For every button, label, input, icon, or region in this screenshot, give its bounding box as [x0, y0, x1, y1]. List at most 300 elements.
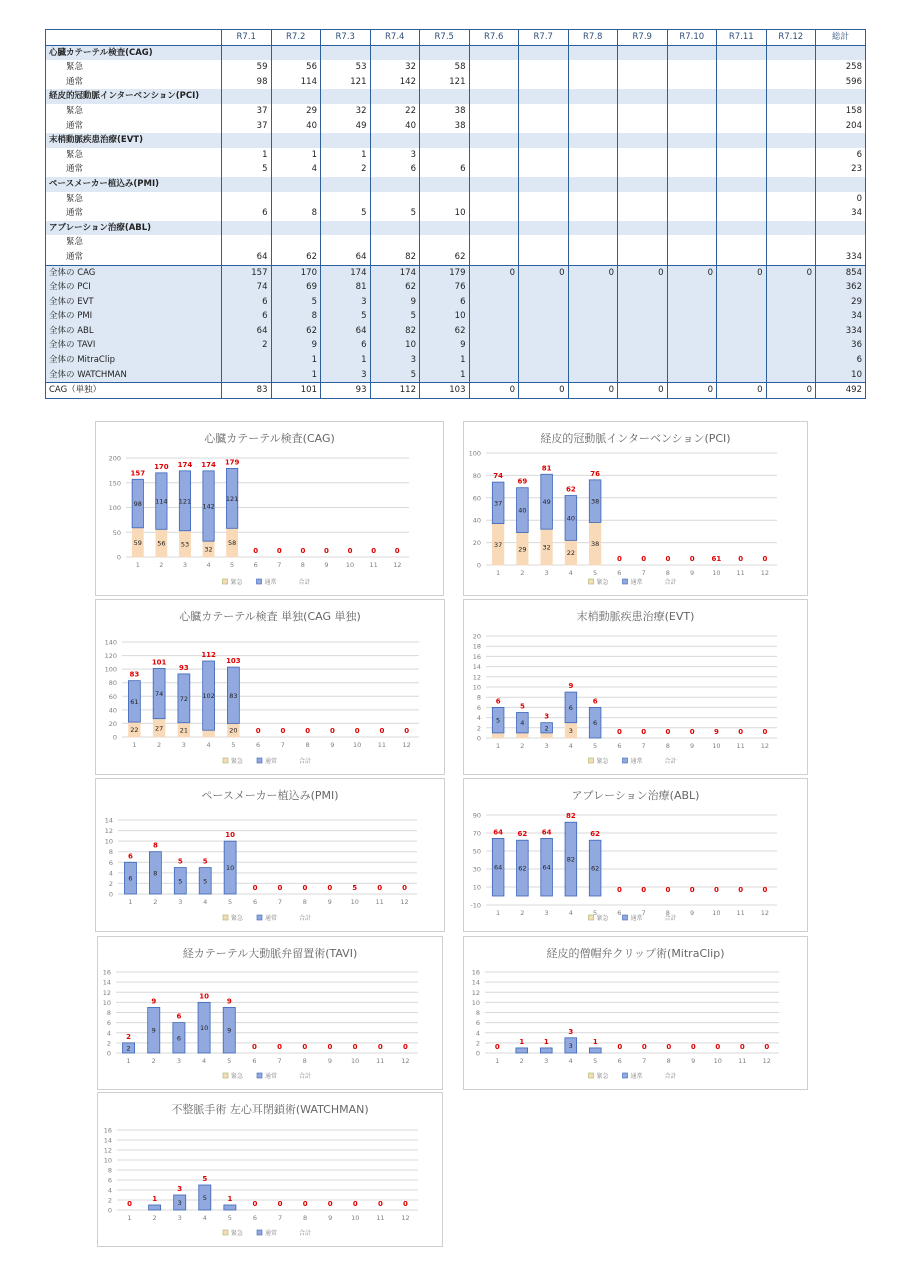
table-cell: 69	[271, 280, 321, 295]
month-header: R7.4	[370, 30, 420, 46]
data-label-total: 0	[404, 727, 410, 735]
legend-label: 合計	[664, 1073, 677, 1080]
table-cell	[766, 250, 816, 265]
data-label-total: 6	[176, 1012, 182, 1021]
total-cell	[816, 177, 866, 192]
table-cell	[469, 60, 519, 75]
y-tick-label: 16	[103, 1126, 112, 1135]
x-tick-label: 4	[568, 1057, 573, 1065]
chart-panel-cag-only	[95, 599, 445, 775]
data-label-emergency: 22	[566, 549, 576, 558]
table-cell	[618, 295, 668, 310]
table-cell: 6	[420, 162, 470, 177]
y-tick-label: 100	[108, 504, 121, 512]
data-label-emergency: 37	[493, 540, 503, 549]
table-cell	[271, 45, 321, 60]
y-tick-label: 10	[102, 998, 111, 1007]
chart-panel-pci	[463, 421, 808, 596]
table-cell: 5	[321, 206, 371, 221]
chart-title: 経皮的冠動脈インターベンション(PCI)	[540, 432, 731, 445]
data-label-total: 0	[354, 727, 360, 735]
table-cell	[618, 250, 668, 265]
legend-label: 合計	[299, 1230, 312, 1237]
row-label: 全体の ABL	[46, 324, 222, 339]
table-cell	[618, 280, 668, 295]
table-cell	[519, 89, 569, 104]
table-cell: 83	[222, 383, 272, 399]
table-cell: 8	[271, 309, 321, 324]
chart-cag	[96, 422, 445, 597]
table-header-row	[46, 30, 866, 46]
x-tick-label: 9	[690, 909, 695, 917]
y-tick-label: 8	[107, 1166, 112, 1175]
table-cell	[321, 133, 371, 148]
table-cell	[568, 104, 618, 119]
table-cell: 1	[271, 353, 321, 368]
table-cell: 38	[420, 119, 470, 134]
x-tick-label: 2	[157, 741, 162, 749]
y-tick-label: 12	[472, 673, 481, 682]
legend-swatch	[589, 758, 594, 763]
x-tick-label: 12	[402, 741, 411, 749]
x-tick-label: 1	[127, 1214, 132, 1222]
data-label-total: 0	[277, 1043, 283, 1051]
table-cell	[519, 133, 569, 148]
month-header: R7.9	[618, 30, 668, 46]
stats-table	[45, 29, 866, 399]
x-tick-label: 2	[520, 569, 525, 577]
legend-label: 通常	[630, 579, 643, 586]
table-cell	[568, 338, 618, 353]
table-cell	[469, 295, 519, 310]
data-label-total: 0	[277, 884, 283, 892]
x-tick-label: 10	[712, 909, 721, 917]
chart-panel-abl	[463, 778, 808, 932]
y-tick-label: 4	[106, 1029, 111, 1038]
x-tick-label: 6	[252, 1057, 257, 1065]
table-cell: 59	[222, 60, 272, 75]
total-cell	[816, 133, 866, 148]
table-cell: 64	[321, 250, 371, 265]
table-row	[46, 104, 866, 119]
legend-label: 緊急	[596, 1073, 609, 1080]
table-cell	[618, 148, 668, 163]
table-cell: 5	[370, 309, 420, 324]
x-tick-label: 11	[375, 898, 384, 906]
table-cell: 0	[667, 383, 717, 399]
chart-title: 経カテーテル大動脈弁留置術(TAVI)	[182, 947, 358, 960]
table-cell	[717, 280, 767, 295]
table-cell	[667, 148, 717, 163]
table-cell: 3	[370, 148, 420, 163]
data-label-normal: 82	[566, 855, 576, 864]
data-label-total: 179	[224, 458, 240, 467]
table-cell	[717, 250, 767, 265]
table-cell	[667, 206, 717, 221]
y-tick-label: 0	[108, 890, 113, 899]
x-tick-label: 10	[713, 1057, 722, 1065]
y-tick-label: 90	[472, 811, 481, 820]
data-label-normal: 10	[225, 864, 235, 873]
y-tick-label: 120	[104, 652, 117, 661]
total-cell: 34	[816, 206, 866, 221]
x-tick-label: 8	[666, 1057, 671, 1065]
legend-swatch	[223, 758, 228, 763]
data-label-total: 0	[300, 547, 306, 555]
data-label-total: 62	[517, 830, 528, 839]
table-cell	[717, 119, 767, 134]
table-cell	[618, 119, 668, 134]
table-cell: 5	[370, 206, 420, 221]
chart-title: 経皮的僧帽弁クリップ術(MitraClip)	[546, 947, 725, 960]
table-cell	[766, 75, 816, 90]
table-cell	[469, 192, 519, 207]
row-label: 緊急	[46, 60, 222, 75]
month-header: R7.3	[321, 30, 371, 46]
y-tick-label: 10	[104, 837, 113, 846]
y-tick-label: 50	[472, 847, 481, 856]
table-cell	[568, 192, 618, 207]
data-label-normal: 9	[151, 1026, 156, 1035]
chart-tavi	[98, 937, 444, 1091]
table-cell	[568, 162, 618, 177]
legend-swatch	[623, 915, 628, 920]
table-cell	[469, 368, 519, 383]
table-cell	[519, 206, 569, 221]
table-cell: 40	[370, 119, 420, 134]
x-tick-label: 3	[544, 909, 549, 917]
legend-swatch	[623, 579, 628, 584]
chart-panel-watchman	[97, 1092, 443, 1247]
table-cell	[519, 177, 569, 192]
data-label-total: 0	[713, 886, 719, 894]
data-label-normal: 10	[199, 1024, 209, 1033]
x-tick-label: 7	[641, 909, 646, 917]
data-label-normal: 6	[593, 719, 598, 728]
data-label-total: 0	[739, 1043, 745, 1051]
data-label-total: 0	[327, 1043, 333, 1051]
data-label-total: 0	[690, 1043, 696, 1051]
table-cell	[420, 89, 470, 104]
data-label-total: 0	[764, 1043, 770, 1051]
data-label-total: 170	[154, 462, 169, 471]
legend-label: 緊急	[231, 915, 244, 922]
x-tick-label: 9	[690, 569, 695, 577]
table-cell: 0	[568, 265, 618, 280]
row-label: 通常	[46, 119, 222, 134]
data-label-total: 1	[543, 1037, 549, 1046]
table-cell: 38	[420, 104, 470, 119]
x-tick-label: 12	[401, 1057, 410, 1065]
data-label-normal: 142	[202, 502, 215, 511]
data-label-total: 0	[329, 727, 335, 735]
x-tick-label: 4	[206, 561, 211, 569]
month-header: R7.12	[766, 30, 816, 46]
table-cell: 0	[568, 383, 618, 399]
data-label-total: 0	[762, 728, 768, 736]
table-cell	[568, 295, 618, 310]
row-label: 末梢動脈疾患治療(EVT)	[46, 133, 222, 148]
data-label-total: 6	[128, 852, 133, 861]
y-tick-label: 4	[107, 1186, 112, 1195]
data-label-emergency: 32	[204, 545, 213, 554]
data-label-total: 0	[762, 555, 768, 563]
x-tick-label: 10	[351, 1214, 360, 1222]
total-row	[46, 353, 866, 368]
table-cell: 37	[222, 119, 272, 134]
table-cell	[717, 295, 767, 310]
data-label-normal: 49	[542, 498, 551, 507]
data-label-emergency: 53	[180, 540, 190, 549]
total-cell: 334	[816, 324, 866, 339]
x-tick-label: 7	[641, 742, 646, 750]
table-cell	[568, 353, 618, 368]
table-cell	[519, 309, 569, 324]
x-tick-label: 7	[277, 1214, 283, 1222]
total-cell: 23	[816, 162, 866, 177]
table-cell: 93	[321, 383, 371, 399]
row-label: 心臓カテーテル検査(CAG)	[46, 45, 222, 60]
chart-mitraclip	[464, 937, 809, 1091]
table-cell	[766, 89, 816, 104]
table-cell	[222, 133, 272, 148]
table-row	[46, 119, 866, 134]
y-tick-label: 20	[108, 719, 117, 728]
x-tick-label: 6	[252, 1214, 258, 1222]
x-tick-label: 8	[302, 1057, 307, 1065]
x-tick-label: 2	[520, 742, 525, 750]
table-cell: 121	[420, 75, 470, 90]
data-label-normal: 114	[155, 497, 168, 506]
y-tick-label: 12	[103, 1146, 112, 1155]
y-tick-label: 4	[108, 869, 113, 878]
total-cell: 596	[816, 75, 866, 90]
x-tick-label: 10	[345, 561, 355, 569]
table-cell: 1	[420, 368, 470, 383]
table-cell: 49	[321, 119, 371, 134]
data-label-normal: 121	[225, 494, 239, 503]
table-cell	[420, 133, 470, 148]
table-cell	[667, 177, 717, 192]
x-tick-label: 9	[327, 1057, 332, 1065]
x-tick-label: 9	[690, 742, 695, 750]
x-tick-label: 5	[593, 569, 598, 577]
table-cell	[766, 235, 816, 250]
data-label-total: 64	[541, 828, 552, 837]
table-cell: 0	[667, 265, 717, 280]
y-tick-label: 10	[472, 883, 481, 892]
data-label-total: 0	[251, 1043, 257, 1051]
x-tick-label: 3	[176, 1057, 181, 1065]
table-cell: 53	[321, 60, 371, 75]
y-tick-label: 2	[106, 1039, 111, 1048]
table-cell	[667, 89, 717, 104]
data-label-total: 5	[202, 1175, 208, 1183]
table-cell	[766, 353, 816, 368]
x-tick-label: 1	[496, 569, 501, 577]
y-tick-label: 0	[476, 734, 481, 743]
x-tick-label: 4	[568, 569, 573, 577]
x-tick-label: 8	[305, 741, 310, 749]
total-row	[46, 295, 866, 310]
x-tick-label: 5	[227, 1057, 232, 1065]
y-tick-label: 6	[108, 858, 113, 867]
total-cell: 6	[816, 148, 866, 163]
table-cell	[717, 353, 767, 368]
row-label: CAG（単独）	[46, 383, 222, 399]
data-label-total: 5	[352, 884, 358, 892]
section-header-row	[46, 45, 866, 60]
data-label-normal: 2	[126, 1044, 131, 1053]
legend-label: 通常	[265, 1073, 278, 1080]
table-cell	[321, 89, 371, 104]
data-label-total: 8	[152, 841, 158, 850]
row-label: 緊急	[46, 148, 222, 163]
x-tick-label: 4	[203, 898, 208, 906]
chart-title: 末梢動脈疾患治療(EVT)	[576, 610, 695, 623]
table-cell	[667, 309, 717, 324]
y-tick-label: 4	[475, 1029, 480, 1038]
x-tick-label: 11	[376, 1057, 385, 1065]
x-tick-label: 4	[568, 742, 573, 750]
data-label-emergency: 59	[133, 538, 142, 547]
table-cell: 0	[519, 383, 569, 399]
x-tick-label: 10	[350, 898, 359, 906]
data-label-total: 0	[617, 1043, 623, 1051]
legend-label: 合計	[299, 1073, 312, 1080]
table-cell	[667, 324, 717, 339]
legend-label: 緊急	[231, 758, 244, 765]
row-label: 全体の MitraClip	[46, 353, 222, 368]
table-cell	[568, 133, 618, 148]
y-tick-label: 0	[106, 1049, 111, 1058]
y-tick-label: 150	[108, 479, 121, 488]
data-label-total: 9	[226, 997, 232, 1006]
data-label-total: 82	[566, 812, 576, 821]
legend-label: 通常	[264, 579, 277, 586]
table-cell	[271, 133, 321, 148]
month-header: R7.8	[568, 30, 618, 46]
table-cell	[766, 368, 816, 383]
legend-swatch	[589, 579, 594, 584]
table-cell	[568, 206, 618, 221]
y-tick-label: 6	[106, 1019, 111, 1028]
data-label-total: 0	[277, 1200, 283, 1208]
table-cell	[667, 60, 717, 75]
table-cell: 0	[766, 265, 816, 280]
y-tick-label: 0	[112, 733, 117, 742]
table-cell	[766, 104, 816, 119]
table-cell	[271, 221, 321, 236]
table-cell	[766, 60, 816, 75]
table-cell: 9	[420, 338, 470, 353]
legend-swatch	[623, 758, 628, 763]
row-label: 全体の PMI	[46, 309, 222, 324]
legend-swatch	[589, 915, 594, 920]
legend-label: 合計	[664, 579, 677, 586]
y-tick-label: 8	[106, 1009, 111, 1017]
total-row	[46, 309, 866, 324]
data-label-total: 0	[762, 886, 768, 894]
y-tick-label: 10	[471, 998, 480, 1007]
table-cell	[519, 60, 569, 75]
data-label-total: 0	[252, 884, 258, 892]
table-cell	[568, 75, 618, 90]
table-cell	[321, 177, 371, 192]
x-tick-label: 8	[303, 1214, 308, 1222]
total-row	[46, 368, 866, 383]
table-cell: 32	[370, 60, 420, 75]
row-label: 緊急	[46, 104, 222, 119]
x-tick-label: 7	[277, 1057, 282, 1065]
header-label-cell	[46, 30, 222, 46]
x-tick-label: 10	[352, 741, 362, 749]
table-cell: 62	[271, 250, 321, 265]
x-tick-label: 5	[593, 742, 598, 750]
x-tick-label: 8	[665, 909, 670, 917]
legend-swatch	[223, 915, 228, 920]
table-cell	[568, 250, 618, 265]
data-label-normal: 64	[493, 863, 503, 872]
table-cell: 1	[420, 353, 470, 368]
table-cell	[519, 221, 569, 236]
data-label-normal: 9	[227, 1026, 232, 1035]
data-label-total: 0	[403, 1200, 408, 1208]
table-cell	[766, 295, 816, 310]
table-cell	[717, 338, 767, 353]
data-label-total: 81	[541, 464, 552, 473]
table-cell	[717, 221, 767, 236]
data-label-total: 0	[371, 547, 377, 555]
y-tick-label: 6	[475, 1019, 480, 1028]
table-cell	[519, 104, 569, 119]
x-tick-label: 11	[369, 561, 378, 569]
total-header: 総計	[816, 30, 866, 46]
table-row	[46, 250, 866, 265]
row-label: 全体の TAVI	[46, 338, 222, 353]
row-label: 緊急	[46, 192, 222, 207]
table-cell	[222, 235, 272, 250]
table-cell: 37	[222, 104, 272, 119]
x-tick-label: 12	[760, 909, 770, 917]
table-cell	[420, 177, 470, 192]
table-cell: 64	[321, 324, 371, 339]
x-tick-label: 5	[593, 909, 598, 917]
table-row	[46, 235, 866, 250]
table-cell	[667, 104, 717, 119]
table-cell: 0	[618, 265, 668, 280]
data-label-total: 0	[715, 1043, 721, 1051]
data-label-total: 0	[641, 886, 647, 894]
x-tick-label: 8	[302, 898, 307, 906]
data-label-total: 76	[590, 469, 600, 478]
x-tick-label: 11	[376, 1214, 385, 1222]
cag-single-row	[46, 383, 866, 399]
legend-swatch	[257, 758, 262, 763]
x-tick-label: 8	[665, 569, 670, 577]
data-label-emergency: 27	[154, 724, 164, 733]
table-cell	[717, 148, 767, 163]
x-tick-label: 2	[151, 1057, 156, 1065]
legend-label: 通常	[630, 1073, 643, 1080]
table-cell	[519, 280, 569, 295]
table-cell	[519, 45, 569, 60]
chart-title: 不整脈手術 左心耳閉鎖術(WATCHMAN)	[171, 1103, 369, 1116]
data-label-total: 0	[616, 555, 622, 563]
data-label-emergency: 21	[179, 726, 189, 735]
table-cell	[667, 235, 717, 250]
x-tick-label: 3	[181, 741, 186, 749]
